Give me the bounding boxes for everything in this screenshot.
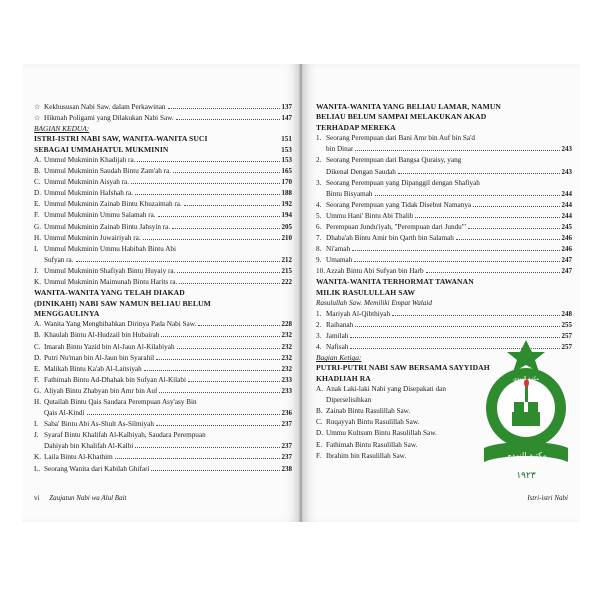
entry-title: Imarah Bintu Yazid bin Al-Jaun Al-Kilabiyah xyxy=(44,342,175,351)
entry-marker: 8. xyxy=(316,245,322,254)
entry-marker: K. xyxy=(34,453,41,462)
toc-entry xyxy=(34,244,292,255)
section-heading xyxy=(316,277,572,287)
entry-marker: K. xyxy=(34,278,41,287)
toc-entry xyxy=(34,102,292,113)
entry-title: Perempuan Jundu'iyah, "Perempuan dari Jundu'" xyxy=(326,222,467,231)
section-heading-text: PUTRI-PUTRI NABI SAW BERSAMA SAYYIDAH xyxy=(316,363,490,373)
toc-entry xyxy=(316,144,572,155)
section-heading-text: WANITA-WANITA YANG TELAH DIAKAD xyxy=(34,288,185,298)
dot-leader xyxy=(115,458,280,459)
dot-leader xyxy=(161,336,279,337)
entry-marker: 10. xyxy=(316,267,325,276)
toc-entry xyxy=(34,375,292,386)
entry-title: Seorang Perempuan dari Bani Amr bin Auf bin Sa'd xyxy=(326,134,476,143)
toc-entry xyxy=(34,419,292,430)
entry-marker: C. xyxy=(316,418,323,427)
dot-leader xyxy=(173,172,279,173)
page-number: 244 xyxy=(561,189,572,198)
entry-title: Diperselisihkan xyxy=(326,396,372,405)
entry-marker: I. xyxy=(34,244,39,253)
dot-leader xyxy=(398,173,560,174)
entry-marker: G. xyxy=(34,386,41,395)
entry-marker: 2. xyxy=(316,320,322,329)
entry-title: Wanita Yang Menghibahkan Dirinya Pada Nabi Saw. xyxy=(44,320,197,329)
page-number: 210 xyxy=(281,233,292,242)
dot-leader xyxy=(468,228,559,229)
entry-title: Fathimah Bintu Ad-Dhahak bin Sufyan Al-Kilabi xyxy=(44,375,186,384)
entry-title: Seorang Wanita dari Kabilah Ghifari xyxy=(44,464,150,473)
toc-entry xyxy=(34,464,292,475)
entry-marker: E. xyxy=(316,440,323,449)
dot-leader xyxy=(354,261,559,262)
star-icon xyxy=(507,340,545,372)
dot-leader xyxy=(456,239,560,240)
toc-entry xyxy=(34,452,292,463)
page-number: 228 xyxy=(281,320,292,329)
dot-leader xyxy=(177,348,280,349)
page-number: 170 xyxy=(281,178,292,187)
dot-leader xyxy=(151,470,279,471)
section-label: Bagian Ketiga: xyxy=(316,353,362,363)
section-heading xyxy=(34,134,292,144)
entry-marker: 7. xyxy=(316,234,322,243)
page-number: 153 xyxy=(281,156,292,164)
entry-title: Anak Laki-laki Nabi yang Disepakati dan xyxy=(326,385,446,394)
page-number: 244 xyxy=(561,211,572,220)
entry-marker: C. xyxy=(34,342,41,351)
section-heading-text: BELIAU BELUM SAMPAI MELAKUKAN AKAD xyxy=(316,112,487,122)
section-heading xyxy=(34,288,292,298)
toc-entry xyxy=(34,330,292,341)
toc-entry xyxy=(316,155,572,166)
dot-leader xyxy=(198,325,279,326)
dot-leader xyxy=(473,206,559,207)
entry-title: Qutailah Bintu Qais Saudara Perempuan Asy'asy Bin xyxy=(44,398,197,406)
entry-title: Laila Bintu Al-Khathim xyxy=(44,453,113,462)
entry-title: Saba' Bintu Abi As-Shult As-Silmiyah xyxy=(44,420,154,429)
page-number: 232 xyxy=(281,331,292,340)
dot-leader xyxy=(158,216,280,217)
section-heading xyxy=(316,123,572,133)
section-heading-text: MENGGAULINYA xyxy=(34,308,100,318)
dot-leader xyxy=(76,261,280,262)
section-heading xyxy=(316,288,572,298)
entry-title: Ummul Mukminin Khadijah ra. xyxy=(44,156,136,164)
page-number: 153 xyxy=(281,145,292,154)
toc-entry xyxy=(34,386,292,397)
toc-entry xyxy=(34,397,292,408)
toc-entry xyxy=(34,166,292,177)
toc-entry xyxy=(316,178,572,189)
dot-leader xyxy=(355,150,559,151)
page-number: 192 xyxy=(281,200,292,209)
entry-marker: B. xyxy=(316,407,323,416)
library-stamp-seal xyxy=(470,338,582,488)
stamp-year: ١٩٢٣ xyxy=(516,471,536,481)
page-number: 215 xyxy=(281,266,292,275)
entry-title: Ummul Mukminin Zainab Bintu Jahsyin ra. xyxy=(44,222,171,231)
toc-entry xyxy=(34,266,292,277)
dot-leader xyxy=(392,315,559,316)
dot-leader xyxy=(172,228,279,229)
page-number: 194 xyxy=(281,211,292,220)
entry-title: Ummul Mukminin Hafshah ra. xyxy=(44,189,134,198)
entry-marker: D. xyxy=(34,353,41,362)
dot-leader xyxy=(352,250,559,251)
entry-title: Ummul Mukminin Aisyah ra. xyxy=(44,178,130,187)
entry-marker: A. xyxy=(34,156,41,164)
entry-marker: J. xyxy=(34,431,39,440)
page-number: 243 xyxy=(561,145,572,154)
toc-entry xyxy=(316,189,572,200)
page-number: 247 xyxy=(561,267,572,276)
page-number: 232 xyxy=(281,342,292,351)
entry-title: Umamah xyxy=(326,256,353,265)
toc-entry xyxy=(34,210,292,221)
dot-leader xyxy=(156,425,280,426)
page-number: 137 xyxy=(281,103,292,111)
toc-entry xyxy=(34,353,292,364)
toc-entry xyxy=(316,320,572,331)
entry-title: Jamilah xyxy=(326,332,349,341)
dot-leader xyxy=(144,370,280,371)
page-number: vi xyxy=(34,494,40,502)
entry-title: Dikenal Dengan Saudah xyxy=(326,167,396,176)
entry-marker: H. xyxy=(34,233,41,242)
entry-marker: 4. xyxy=(316,200,322,209)
section-heading-text: SEBAGAI UMMAHATUL MUKMININ xyxy=(34,144,169,154)
toc-entry xyxy=(34,233,292,244)
entry-title: Zainab Bintu Rasulillah Saw. xyxy=(326,407,411,416)
entry-title: Ummul Mukminin Ummu Habibah Bintu Abi xyxy=(44,244,176,253)
entry-marker: 1. xyxy=(316,134,322,143)
left-page xyxy=(22,64,300,522)
page-number: 255 xyxy=(561,320,572,329)
running-title: Istri-istri Nabi xyxy=(527,494,568,502)
left-page-footer xyxy=(34,494,126,502)
running-title: Zaujatun Nabi wa Alul Bait xyxy=(49,494,127,502)
section-heading xyxy=(34,145,292,155)
dot-leader xyxy=(87,414,280,415)
toc-entry xyxy=(34,188,292,199)
entry-marker: 5. xyxy=(316,211,322,220)
section-heading-text: (DINIKAHI) NABI SAW NAMUN BELIAU BELUM xyxy=(34,298,211,308)
entry-title: Ni'amah xyxy=(326,245,351,254)
dot-leader xyxy=(177,272,279,273)
entry-marker: F. xyxy=(316,451,322,460)
toc-entry xyxy=(316,133,572,144)
page-number: 257 xyxy=(561,343,572,352)
toc-entry xyxy=(316,222,572,233)
dot-leader xyxy=(168,108,280,109)
section-heading xyxy=(34,309,292,319)
page-number: 246 xyxy=(561,245,572,254)
toc-entry xyxy=(316,244,572,255)
page-number: 243 xyxy=(561,167,572,176)
section-heading-text: KHADIJAH RA xyxy=(316,373,371,383)
section-heading-text: ISTRI-ISTRI NABI SAW, WANITA-WANITA SUCI xyxy=(34,134,208,144)
toc-entry xyxy=(34,430,292,441)
toc-entry xyxy=(316,167,572,178)
entry-marker: D. xyxy=(316,429,323,438)
dot-leader xyxy=(143,239,280,240)
page-number: 233 xyxy=(281,375,292,384)
section-heading xyxy=(34,299,292,309)
entry-marker: A. xyxy=(316,385,323,394)
toc-entry xyxy=(34,222,292,233)
toc-entry xyxy=(316,233,572,244)
entry-marker: D. xyxy=(34,189,41,198)
toc-entry xyxy=(316,211,572,222)
toc-entry xyxy=(34,155,292,166)
entry-title: Khaulah Bintu Al-Hudzail bin Hubairah xyxy=(44,331,160,340)
page-number: 205 xyxy=(281,222,292,231)
section-label: Rasulullah Saw. Memiliki Empat Walaid xyxy=(316,299,432,308)
right-page-footer xyxy=(527,494,568,502)
entry-title: Seorang Perempuan yang Tidak Disebut Namanya xyxy=(326,200,472,209)
entry-title: Ummul Mukminin Saudah Bintu Zam'ah ra. xyxy=(44,167,172,176)
entry-marker: 3. xyxy=(316,178,322,187)
entry-marker: B. xyxy=(34,167,41,176)
entry-marker: 9. xyxy=(316,256,322,265)
toc-entry xyxy=(34,255,292,266)
page-number: 188 xyxy=(281,189,292,198)
entry-marker: ☆ xyxy=(34,114,41,123)
dot-leader xyxy=(176,119,280,120)
dot-leader xyxy=(135,194,279,195)
toc-entry xyxy=(316,266,572,277)
entry-title: Mariyah Al-Qibthiyah xyxy=(326,309,391,318)
page-number: 237 xyxy=(281,442,292,451)
toc-entry xyxy=(34,342,292,353)
page-number: 236 xyxy=(281,409,292,418)
left-toc-column xyxy=(34,102,292,475)
entry-title: Qais Al-Kindi xyxy=(44,409,85,418)
entry-title: Kekhususan Nabi Saw. dalam Perkawinan xyxy=(44,103,166,111)
dot-leader xyxy=(131,183,279,184)
dot-leader xyxy=(184,205,280,206)
dot-leader xyxy=(375,195,560,196)
toc-entry xyxy=(34,441,292,452)
entry-title: Azzah Bintu Abi Sufyan bin Harb xyxy=(326,267,424,276)
dot-leader xyxy=(135,447,279,448)
page-number: 244 xyxy=(561,200,572,209)
toc-entry xyxy=(316,200,572,211)
page-number: 237 xyxy=(281,453,292,462)
entry-title: Ruqayyah Bintu Rasulillah Saw. xyxy=(326,418,420,427)
entry-marker: ☆ xyxy=(34,103,41,111)
entry-title: Syaraf Bintu Khalifah Al-Kalbiyah, Saudara Perempuan xyxy=(44,431,206,440)
dot-leader xyxy=(415,217,559,218)
entry-marker: E. xyxy=(34,364,41,373)
entry-marker: B. xyxy=(34,331,41,340)
dot-leader xyxy=(137,161,279,162)
entry-title: Ummu Kultsum Bintu Rasulillah Saw. xyxy=(326,429,437,438)
entry-marker: 3. xyxy=(316,332,322,341)
page-number: 232 xyxy=(281,353,292,362)
page-number: 147 xyxy=(281,114,292,123)
section-heading xyxy=(316,112,572,122)
page-number: 247 xyxy=(561,256,572,265)
entry-title: Dahiyah bin Khalifah Al-Kalbi xyxy=(44,442,134,451)
toc-entry xyxy=(316,309,572,320)
stamp-top-text: مكتبة النهدي xyxy=(513,376,539,382)
dot-leader xyxy=(179,283,279,284)
section-heading-text: WANITA-WANITA TERHORMAT TAWANAN xyxy=(316,277,474,287)
dot-leader xyxy=(156,359,279,360)
entry-title: Raihanah xyxy=(326,320,354,329)
section-heading-text: WANITA-WANITA YANG BELIAU LAMAR, NAMUN xyxy=(316,102,502,111)
entry-marker: 2. xyxy=(316,156,322,165)
page-number: 246 xyxy=(561,234,572,243)
entry-title: Ummul Mukminin Zainab Bintu Khuzaimah ra. xyxy=(44,200,182,209)
entry-title: Ummul Mukminin Maimunah Bintu Harits ra. xyxy=(44,278,178,287)
page-number: 245 xyxy=(561,222,572,231)
entry-marker: 4. xyxy=(316,343,322,352)
dot-leader xyxy=(159,392,279,393)
entry-title: Nafisah xyxy=(326,343,349,352)
section-label: BAGIAN KEDUA: xyxy=(34,124,90,134)
section-heading xyxy=(316,102,572,112)
section-heading-text: MILIK RASULULLAH SAW xyxy=(316,287,416,297)
entry-title: Ummul Mukminin Ummu Salamah ra. xyxy=(44,211,156,220)
entry-title: Dhaba'ah Bintu Amir bin Qarth bin Salamah xyxy=(326,234,454,243)
entry-marker: F. xyxy=(34,211,40,220)
entry-title: Ummu Hani' Bintu Abi Thalib xyxy=(326,211,414,220)
entry-title: Sufyan ra. xyxy=(44,255,74,264)
stamp-bottom-text: مكتبة النهدي xyxy=(505,451,547,460)
entry-title: Fathimah Bintu Rasulillah Saw. xyxy=(326,440,418,449)
toc-entry xyxy=(34,113,292,124)
entry-title: Malikah Bintu Ka'ab Al-Laitsiyah xyxy=(44,364,142,373)
entry-title: Bintu Bisyamah xyxy=(326,189,373,198)
entry-title: Seorang Perempuan dari Bangsa Quraisy, yang xyxy=(326,156,462,165)
entry-marker: E. xyxy=(34,200,41,209)
toc-entry xyxy=(34,408,292,419)
page-number: 257 xyxy=(561,332,572,341)
page-number: 151 xyxy=(281,135,292,144)
page-number: 232 xyxy=(281,364,292,373)
entry-title: Hikmah Poligami yang Dilakukan Nabi Saw. xyxy=(44,114,174,123)
section-heading-text: TERHADAP MEREKA xyxy=(316,122,396,132)
page-number: 248 xyxy=(561,309,572,318)
toc-entry xyxy=(34,277,292,288)
page-number: 165 xyxy=(281,167,292,176)
toc-entry xyxy=(34,199,292,210)
entry-marker: G. xyxy=(34,222,41,231)
page-number: 238 xyxy=(281,464,292,473)
entry-title: Ummul Mukminin Shafiyah Bintu Huyaiy ra. xyxy=(44,266,176,275)
entry-marker: A. xyxy=(34,320,41,329)
toc-entry xyxy=(316,255,572,266)
dot-leader xyxy=(188,381,280,382)
entry-title: Ummul Mukminin Juwairiyah ra. xyxy=(44,233,141,242)
entry-title: Aliyah Bintu Zhabyan bin Amr bin Auf xyxy=(44,386,158,395)
entry-marker: F. xyxy=(34,375,40,384)
entry-title: Seorang Perempuan yang Dipanggil dengan Shafiyah xyxy=(326,178,480,187)
page-number: 212 xyxy=(281,255,292,264)
page-number: 237 xyxy=(281,420,292,429)
entry-title: Ibrahim bin Rasulillah Saw. xyxy=(326,451,407,460)
entry-marker: L. xyxy=(34,464,41,473)
entry-marker: H. xyxy=(34,398,41,406)
dot-leader xyxy=(426,272,560,273)
toc-entry xyxy=(34,364,292,375)
toc-entry xyxy=(34,319,292,330)
entry-marker: 1. xyxy=(316,309,322,318)
entry-marker: 6. xyxy=(316,222,322,231)
dot-leader xyxy=(355,326,559,327)
page-number: 222 xyxy=(281,278,292,287)
entry-title: Putri Nu'man bin Al-Jaun bin Syarahil xyxy=(44,353,155,362)
entry-marker: C. xyxy=(34,178,41,187)
page-number: 233 xyxy=(281,386,292,395)
entry-title: bin Dinar xyxy=(326,145,354,154)
toc-entry xyxy=(34,177,292,188)
entry-marker: I. xyxy=(34,420,39,429)
entry-marker: J. xyxy=(34,266,39,275)
